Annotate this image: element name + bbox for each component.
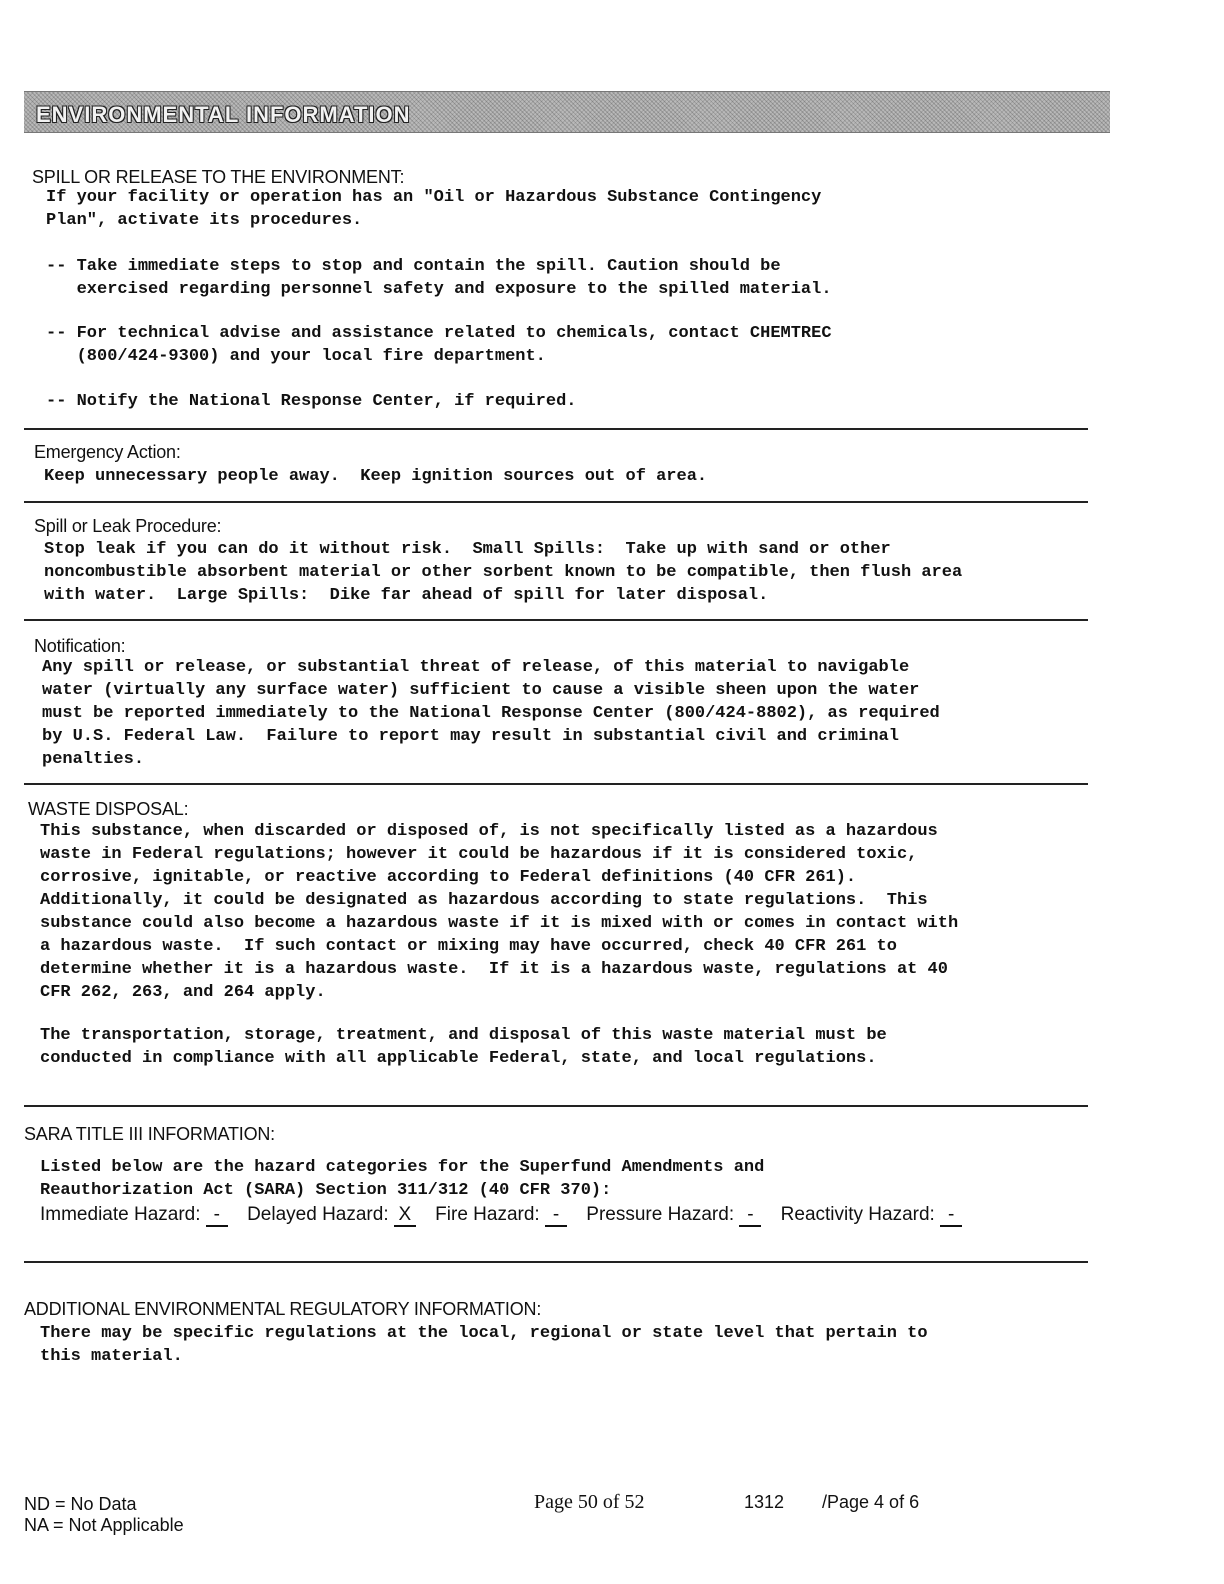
spill-heading: SPILL OR RELEASE TO THE ENVIRONMENT:	[32, 167, 405, 187]
sara-heading: SARA TITLE III INFORMATION:	[24, 1124, 275, 1144]
legend-na: NA = Not Applicable	[24, 1515, 184, 1535]
hazard-categories	[40, 1204, 976, 1227]
spill-bullet-notify: -- Notify the National Response Center, if required.	[46, 392, 577, 411]
reactivity-hazard-value: -	[940, 1205, 962, 1227]
emergency-body: Keep unnecessary people away. Keep ignition sources out of area.	[44, 467, 708, 486]
divider	[24, 1261, 1088, 1263]
section-banner-title: ENVIRONMENTAL INFORMATION	[36, 102, 411, 127]
additional-heading: ADDITIONAL ENVIRONMENTAL REGULATORY INFORMATION:	[24, 1299, 542, 1319]
leak-heading: Spill or Leak Procedure:	[34, 516, 222, 536]
spill-bullet-chemtrec: -- For technical advise and assistance related to chemicals, contact CHEMTREC (800/424-9300) and your local fire department.	[46, 324, 832, 366]
divider	[24, 501, 1088, 503]
sub-page-counter: /Page 4 of 6	[822, 1492, 920, 1512]
divider	[24, 1105, 1088, 1107]
notification-body: Any spill or release, or substantial threat of release, of this material to navigable water (virtually any surface water) sufficient to cause a visible sheen upon the water must be reported immediately to the National Response Center (800/424-8802), as required by U.S. Federal Law. Failure to report may result in substantial civil and criminal penalties.	[42, 658, 940, 769]
pressure-hazard-value: -	[739, 1205, 761, 1227]
leak-body: Stop leak if you can do it without risk. Small Spills: Take up with sand or other noncombustible absorbent material or other sorbent known to be compatible, then flush area with water. Large Spills: Dike far ahead of spill for later disposal.	[44, 540, 963, 605]
fire-hazard-label: Fire Hazard:	[435, 1204, 540, 1225]
reactivity-hazard-label: Reactivity Hazard:	[780, 1204, 935, 1225]
spill-bullet-stop: -- Take immediate steps to stop and contain the spill. Caution should be exercised regarding personnel safety and exposure to the spilled material.	[46, 257, 832, 299]
divider	[24, 428, 1088, 430]
sara-body: Listed below are the hazard categories for the Superfund Amendments and Reauthorization Act (SARA) Section 311/312 (40 CFR 370):	[40, 1158, 765, 1200]
pressure-hazard-label: Pressure Hazard:	[586, 1204, 735, 1225]
divider	[24, 619, 1088, 621]
waste-compliance: The transportation, storage, treatment, and disposal of this waste material must be conducted in compliance with all applicable Federal, state, and local regulations.	[40, 1026, 887, 1068]
fire-hazard-value: -	[545, 1205, 567, 1227]
delayed-hazard-label: Delayed Hazard:	[247, 1204, 389, 1225]
document-number: 1312	[744, 1492, 785, 1512]
immediate-hazard-value: -	[206, 1205, 228, 1227]
spill-intro: If your facility or operation has an "Oil or Hazardous Substance Contingency Plan", activate its procedures.	[46, 188, 822, 230]
divider	[24, 783, 1088, 785]
page-counter: Page 50 of 52	[534, 1491, 645, 1513]
notification-heading: Notification:	[34, 636, 126, 656]
waste-body: This substance, when discarded or disposed of, is not specifically listed as a hazardous waste in Federal regulations; however it could be hazardous if it is considered toxic, corrosive, ignitable, or reactive according to Federal definitions (40 CFR 261). Additionally, it could be designated as hazardous according to state regulations. This substance could also become a hazardous waste if it is mixed with or comes in contact with a hazardous waste. If such contact or mixing may have occurred, check 40 CFR 261 to determine whether it is a hazardous waste. If it is a hazardous waste, regulations at 40 CFR 262, 263, and 264 apply.	[40, 822, 959, 1002]
waste-heading: WASTE DISPOSAL:	[28, 799, 189, 819]
delayed-hazard-value: X	[394, 1205, 416, 1227]
additional-body: There may be specific regulations at the local, regional or state level that pertain to this material.	[40, 1324, 928, 1366]
immediate-hazard-label: Immediate Hazard:	[40, 1204, 201, 1225]
legend-nd: ND = No Data	[24, 1494, 137, 1514]
emergency-heading: Emergency Action:	[34, 442, 181, 462]
